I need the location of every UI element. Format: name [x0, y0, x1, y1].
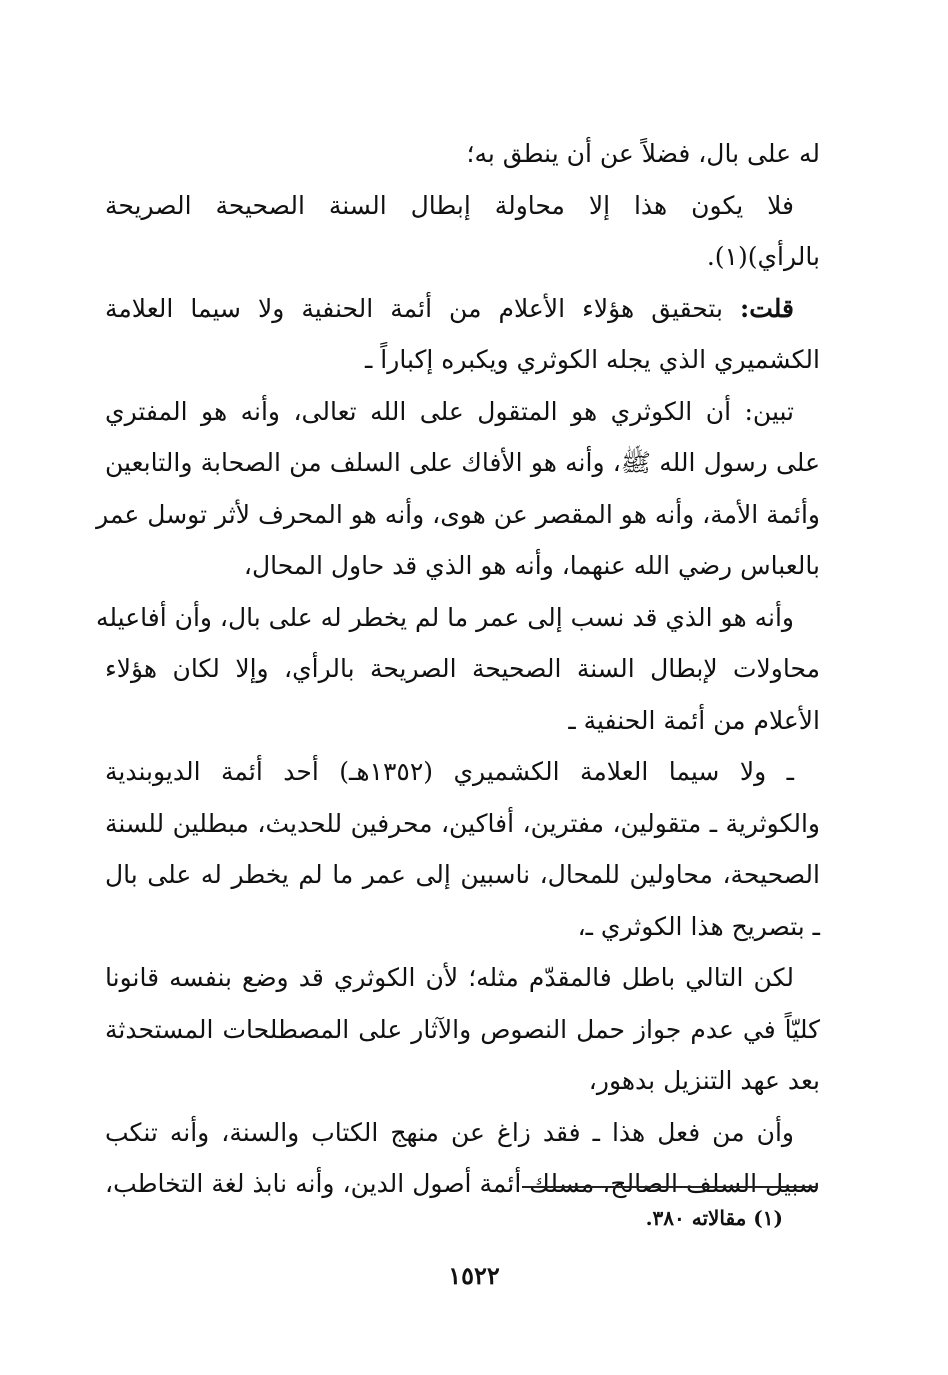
text-line: فلا يكون هذا إلا محاولة إبطال السنة الصحيحة الصريحة: [105, 190, 794, 220]
lead-word-qultu: قلت:: [739, 293, 794, 323]
text-line: لكن التالي باطل فالمقدّم مثله؛ لأن الكوثري قد وضع بنفسه قانونا: [105, 963, 794, 992]
text-line: على رسول الله ﷺ، وأنه هو الأفاك على السلف من الصحابة والتابعين: [105, 448, 820, 477]
text-line: تبين: أن الكوثري هو المتقول على الله تعالى، وأنه هو المفتري: [105, 396, 794, 426]
text-line: الصحيحة، محاولين للمحال، ناسبين إلى عمر ما لم يخطر له على بال: [105, 860, 820, 889]
paragraph-8: [105, 1107, 820, 1210]
text-line: وأئمة الأمة، وأنه هو المقصر عن هوى، وأنه هو المحرف لأثر توسل عمر: [96, 499, 820, 529]
page-number: ١٥٢٢: [448, 1261, 500, 1290]
text-line: محاولات لإبطال السنة الصحيحة الصريحة بالرأي، وإلا لكان هؤلاء: [105, 654, 820, 683]
footnote-separator: [522, 1186, 818, 1188]
text-line: ـ ولا سيما العلامة الكشميري (١٣٥٢هـ) أحد أئمة الديوبندية: [105, 757, 794, 786]
text-line: بالعباس رضي الله عنهما، وأنه هو الذي قد حاول المحال،: [243, 551, 820, 580]
footnote: (١) مقالاته ٣٨٠.: [645, 1206, 783, 1230]
text-line: سبيل السلف الصالح، مسلك أئمة أصول الدين، وأنه نابذ لغة التخاطب،: [105, 1169, 820, 1198]
paragraph-2: [105, 180, 820, 283]
text-line: بعد عهد التنزيل بدهور،: [588, 1066, 820, 1095]
text-line: الكشميري الذي يجله الكوثري ويكبره إكباراً ـ: [365, 345, 820, 374]
text-line: ـ بتصريح هذا الكوثري ـ،: [577, 911, 820, 941]
paragraph-1: [105, 128, 820, 180]
text-line: بالرأي)(١).: [706, 242, 820, 271]
paragraph-3: [105, 283, 820, 386]
paragraph-5: [96, 592, 820, 747]
text-line: وأن من فعل هذا ـ فقد زاغ عن منهج الكتاب والسنة، وأنه تنكب: [105, 1117, 794, 1147]
text-line: وأنه هو الذي قد نسب إلى عمر ما لم يخطر له على بال، وأن أفاعيله: [96, 602, 794, 632]
text-line: والكوثرية ـ متقولين، مفترين، أفاكين، محرفين للحديث، مبطلين للسنة: [105, 808, 820, 838]
text-line: كليّاً في عدم جواز حمل النصوص والآثار على المصطلحات المستحدثة: [105, 1014, 820, 1044]
paragraph-4: [96, 386, 820, 592]
paragraph-7: [105, 952, 820, 1107]
text-line-content: بتحقيق هؤلاء الأعلام من أئمة الحنفية ولا سيما العلامة: [105, 293, 723, 323]
paragraph-6: [105, 746, 820, 952]
text-line: الأعلام من أئمة الحنفية ـ: [568, 705, 820, 735]
main-text-block: [96, 128, 820, 1210]
text-line: [105, 283, 820, 335]
text-line: له على بال، فضلاً عن أن ينطق به؛: [466, 139, 820, 168]
